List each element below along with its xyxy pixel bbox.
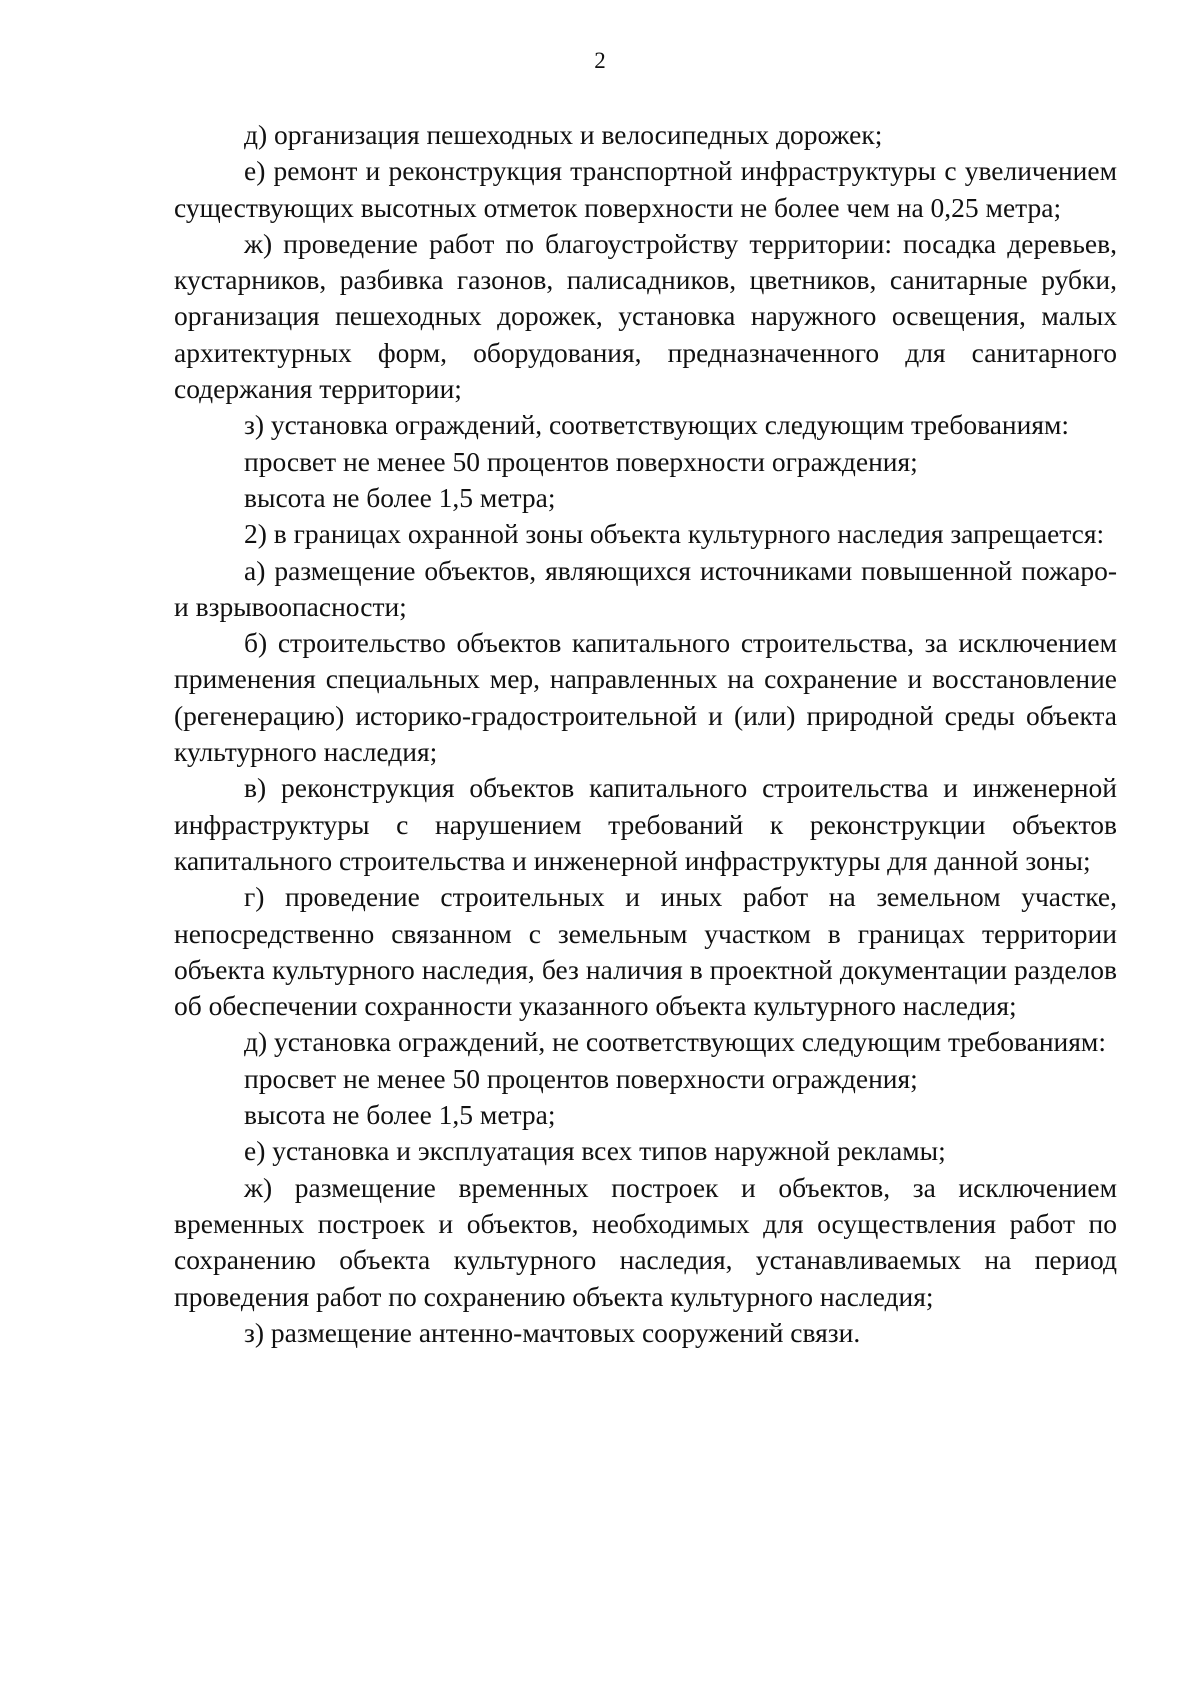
paragraph-fence-height-2: высота не более 1,5 метра; xyxy=(244,1099,556,1131)
page-number: 2 xyxy=(594,48,606,73)
paragraph-e-transport-repair: е) ремонт и реконструкция транспортной инфраструктуры с увеличением существующих высотных отметок поверхности не более чем на 0,25 метра; xyxy=(174,155,1117,223)
paragraph-2-prohibited: 2) в границах охранной зоны объекта культурного наследия запрещается: xyxy=(244,518,1105,550)
paragraph-fence-height: высота не более 1,5 метра; xyxy=(244,481,556,513)
paragraph-z-fences: з) установка ограждений, соответствующих следующим требованиям: xyxy=(244,409,1070,441)
paragraph-fence-clearance-2: просвет не менее 50 процентов поверхности ограждения; xyxy=(244,1062,918,1094)
document-body xyxy=(174,117,1117,1351)
paragraph-zh-temporary-buildings: ж) размещение временных построек и объектов, за исключением временных построек и объектов, необходимых для осуществления работ по сохранению объекта культурного наследия, устанавливаемых на период проведения работ по сохранению объекта культурного наследия; xyxy=(174,1171,1117,1312)
paragraph-fence-clearance: просвет не менее 50 процентов поверхности ограждения; xyxy=(244,445,918,477)
paragraph-d-fences-noncompliant: д) установка ограждений, не соответствующих следующим требованиям: xyxy=(244,1026,1106,1058)
paragraph-z-antenna-masts: з) размещение антенно-мачтовых сооружений связи. xyxy=(244,1316,861,1348)
paragraph-b-construction: б) строительство объектов капитального строительства, за исключением применения специальных мер, направленных на сохранение и восстановление (регенерацию) историко-градостроительной и (или) природной среды объекта культурного наследия; xyxy=(174,627,1117,768)
paragraph-zh-landscaping: ж) проведение работ по благоустройству территории: посадка деревьев, кустарников, разбивка газонов, палисадников, цветников, санитарные рубки, организация пешеходных дорожек, установка наружного освещения, малых архитектурных форм, оборудования, предназначенного для санитарного содержания территории; xyxy=(174,227,1117,405)
paragraph-d-pedestrian-paths: д) организация пешеходных и велосипедных дорожек; xyxy=(244,119,883,150)
paragraph-v-reconstruction: в) реконструкция объектов капитального строительства и инженерной инфраструктуры с нарушением требований к реконструкции объектов капитального строительства и инженерной инфраструктуры для данной зоны; xyxy=(174,772,1117,876)
paragraph-e-advertising: е) установка и эксплуатация всех типов наружной рекламы; xyxy=(244,1135,946,1167)
paragraph-g-land-works: г) проведение строительных и иных работ на земельном участке, непосредственно связанном с земельным участком в границах территории объекта культурного наследия, без наличия в проектной документации разделов об обеспечении сохранности указанного объекта культурного наследия; xyxy=(174,881,1117,1022)
paragraph-a-hazard-objects: а) размещение объектов, являющихся источниками повышенной пожаро- и взрывоопасности; xyxy=(174,554,1117,622)
